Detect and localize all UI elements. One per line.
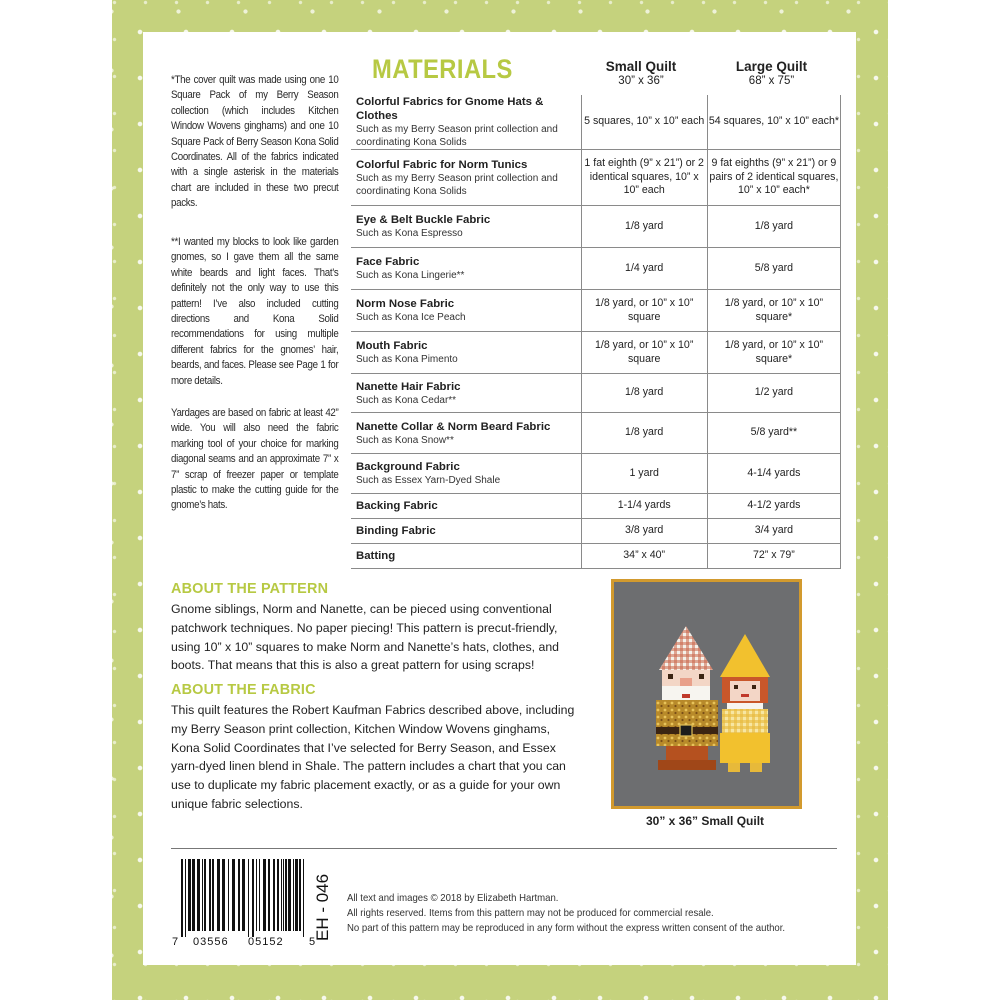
- fabric-suggestion: Such as Kona Ice Peach: [356, 312, 466, 323]
- small-quilt-amount: 3/8 yard: [581, 519, 707, 544]
- barcode-bar: [212, 859, 214, 931]
- fabric-suggestion: Such as Kona Cedar**: [356, 394, 457, 406]
- norm-legs: [666, 746, 708, 760]
- pattern-sku: [301, 869, 341, 944]
- small-quilt-amount: 1/8 yard, or 10” x 10” square: [581, 290, 707, 332]
- large-quilt-amount: 72” x 79”: [707, 544, 840, 569]
- fabric-name: Norm Nose Fabric: [356, 298, 455, 310]
- fabric-cell: [351, 454, 581, 494]
- barcode-bar: [204, 859, 206, 931]
- barcode-bar: [248, 859, 249, 937]
- barcode-bar: [277, 859, 279, 931]
- fabric-cell: [351, 290, 581, 332]
- barcode-bar: [293, 859, 294, 931]
- large-quilt-label: Large Quilt: [735, 59, 808, 74]
- fabric-suggestion: Such as my Berry Season print collection and coordinating Kona Solids: [356, 124, 558, 148]
- small-quilt-amount: 1/8 yard: [581, 206, 707, 248]
- materials-row: [351, 206, 841, 248]
- barcode-bar: [288, 859, 291, 931]
- nanette-gnome: [720, 634, 770, 772]
- small-quilt-amount: 34” x 40”: [581, 544, 707, 569]
- fabric-cell: [351, 374, 581, 413]
- fabric-suggestion: Such as my Berry Season print collection and coordinating Kona Solids: [356, 172, 558, 197]
- barcode-digit-left: 7: [172, 936, 179, 947]
- about-fabric-text: This quilt features the Robert Kaufman Fabrics described above, including my Berry Season print collection, Kitchen Window Wovens ginghams, Kona Solid Coordinates that I’ve selected for Berry Season, and Essex yarn-dyed linen blend in Shale. The pattern includes a chart that you can use to duplicate my fabric placement exactly, or as a guide for your own unique fabric selections.: [171, 703, 575, 811]
- small-quilt-label: Small Quilt: [605, 59, 677, 74]
- fabric-name: Batting: [356, 550, 396, 562]
- sku-code: EH - 046: [313, 873, 332, 941]
- materials-row: [351, 494, 841, 519]
- large-quilt-amount: 4-1/2 yards: [707, 494, 840, 519]
- small-quilt-size: 30” x 36”: [618, 75, 664, 87]
- fabric-cell: [351, 544, 581, 569]
- large-quilt-amount: 4-1/4 yards: [707, 454, 840, 494]
- fabric-suggestion: Such as Kona Espresso: [356, 228, 463, 239]
- barcode-digits-a: 03556: [193, 936, 229, 947]
- fabric-suggestion: Such as Essex Yarn-Dyed Shale: [356, 475, 501, 486]
- fabric-name: Eye & Belt Buckle Fabric: [356, 214, 491, 226]
- fabric-cell: [351, 95, 581, 150]
- fabric-suggestion: Such as Kona Snow**: [356, 434, 454, 446]
- materials-row: [351, 290, 841, 332]
- barcode-bar: [202, 859, 203, 931]
- fabric-cell: [351, 248, 581, 290]
- barcode-digit-right: 5: [309, 936, 316, 947]
- materials-row: [351, 519, 841, 544]
- materials-row: [351, 413, 841, 454]
- small-quilt-amount: 1 yard: [581, 454, 707, 494]
- nanette-hat: [720, 634, 770, 677]
- large-quilt-amount: 1/8 yard, or 10” x 10” square*: [707, 332, 840, 374]
- quilt-photo: [611, 579, 802, 809]
- fabric-name: Colorful Fabric for Norm Tunics: [356, 158, 528, 171]
- fabric-cell: [351, 150, 581, 206]
- barcode-bar: [273, 859, 275, 931]
- fabric-name: Face Fabric: [356, 256, 420, 268]
- norm-boots: [658, 760, 716, 770]
- norm-tunic: [656, 700, 718, 746]
- fabric-cell: [351, 494, 581, 519]
- norm-hat: [659, 626, 713, 670]
- quilt-background: [614, 582, 799, 806]
- reproduction-line: No part of this pattern may be reproduced in any form without the express written consent of the author.: [347, 923, 786, 934]
- footer-divider: [171, 848, 837, 849]
- fabric-name: Backing Fabric: [356, 500, 438, 512]
- rights-line: All rights reserved. Items from this pattern may not be produced for commercial resale.: [347, 908, 714, 919]
- fabric-name: Binding Fabric: [356, 525, 436, 537]
- barcode-bar: [232, 859, 235, 931]
- gnome-quilt-illustration: [614, 582, 799, 806]
- barcode-bar: [197, 859, 200, 931]
- fabric-name: Nanette Collar & Norm Beard Fabric: [356, 420, 551, 433]
- materials-title: MATERIALS: [372, 54, 513, 84]
- barcode-bar: [228, 859, 229, 931]
- materials-row: [351, 374, 841, 413]
- barcode-bar: [209, 859, 211, 931]
- fabric-cell: [351, 206, 581, 248]
- fabric-name: Mouth Fabric: [356, 340, 428, 352]
- large-quilt-amount: 1/2 yard: [707, 374, 840, 413]
- fabric-name: Nanette Hair Fabric: [356, 380, 461, 393]
- fabric-cell: [351, 519, 581, 544]
- barcode-bar: [222, 859, 225, 931]
- barcode-bar: [242, 859, 245, 931]
- materials-row: [351, 150, 841, 206]
- barcode-bar: [259, 859, 260, 931]
- large-quilt-amount: 5/8 yard: [707, 248, 840, 290]
- about-pattern-text: Gnome siblings, Norm and Nanette, can be pieced using conventional patchwork techniques. No paper piecing! This pattern is precut-friendly, using 10” x 10” squares to make Norm and Nanette’s hats, clothes, and boots. That means that this is also a great pattern for using scraps!: [171, 602, 560, 673]
- nanette-skirt: [720, 733, 770, 763]
- barcode-bar: [181, 859, 183, 937]
- fabric-name: Background Fabric: [356, 461, 460, 473]
- materials-row: [351, 248, 841, 290]
- barcode-bar: [263, 859, 266, 931]
- barcode-bar: [188, 859, 191, 931]
- about-pattern-heading: ABOUT THE PATTERN: [171, 581, 329, 597]
- barcode-bar: [217, 859, 220, 931]
- upc-barcode: [169, 857, 319, 947]
- barcode-bar: [192, 859, 195, 931]
- barcode-bar: [256, 859, 257, 931]
- materials-row: [351, 332, 841, 374]
- barcode-bar: [285, 859, 287, 931]
- barcode-bar: [238, 859, 240, 931]
- small-quilt-amount: 1 fat eighth (9” x 21”) or 2 identical squares, 10” x 10” each: [581, 150, 707, 206]
- barcode-bar: [268, 859, 270, 931]
- small-quilt-amount: 1/4 yard: [581, 248, 707, 290]
- large-quilt-amount: 54 squares, 10” x 10” each*: [707, 95, 840, 150]
- small-quilt-amount: 1/8 yard: [581, 413, 707, 454]
- fabric-name: Colorful Fabrics for Gnome Hats & Clothes: [356, 96, 544, 122]
- large-quilt-amount: 3/4 yard: [707, 519, 840, 544]
- small-quilt-header: [578, 59, 704, 87]
- about-fabric-heading: ABOUT THE FABRIC: [171, 682, 316, 698]
- large-quilt-size: 68” x 75”: [748, 75, 795, 87]
- fabric-cell: [351, 413, 581, 454]
- materials-row: [351, 95, 841, 150]
- large-quilt-amount: 1/8 yard, or 10” x 10” square*: [707, 290, 840, 332]
- copyright-line: All text and images © 2018 by Elizabeth Hartman.: [347, 893, 559, 904]
- nanette-dress: [722, 709, 768, 733]
- small-quilt-amount: 1/8 yard: [581, 374, 707, 413]
- quilt-photo-caption: 30” x 36” Small Quilt: [645, 814, 765, 828]
- large-quilt-amount: 1/8 yard: [707, 206, 840, 248]
- small-quilt-amount: 1-1/4 yards: [581, 494, 707, 519]
- intro-cover-quilt-note: *The cover quilt was made using one 10 Square Pack of my Berry Season collection (which includes Kitchen Window Wovens ginghams) and one 10 Square Pack of Berry Season Kona Solid Coordinates. All of the fabrics indicated with a single asterisk in the materials chart are included in these two precut packs.: [171, 74, 339, 210]
- nanette-collar: [727, 703, 763, 709]
- small-quilt-amount: 5 squares, 10” x 10” each: [581, 95, 707, 150]
- barcode-bar: [283, 859, 284, 931]
- barcode-bar: [185, 859, 186, 937]
- large-quilt-amount: 5/8 yard**: [707, 413, 840, 454]
- barcode-bar: [295, 859, 298, 931]
- fabric-suggestion: Such as Kona Pimento: [356, 354, 458, 365]
- materials-table: [351, 95, 841, 569]
- materials-row: [351, 454, 841, 494]
- norm-gnome: [656, 626, 718, 770]
- barcode-bar: [252, 859, 254, 937]
- intro-yardage-note: Yardages are based on fabric at least 42” wide. You will also need the fabric marking tool of your choice for marking diagonal seams and an approximate 7” x 7” scrap of freezer paper or template plastic to make the cutting guide for the gnome’s hats.: [171, 407, 339, 512]
- barcode-bar: [281, 859, 282, 931]
- large-quilt-amount: 9 fat eighths (9” x 21”) or 9 pairs of 2 identical squares, 10” x 10” each*: [707, 150, 840, 206]
- large-quilt-header: [705, 59, 838, 87]
- intro-gnome-faces-note: **I wanted my blocks to look like garden gnomes, so I gave them all the same white beards and light faces. That’s definitely not the only way to use this pattern! I’ve also included cutting directions and Kona Solid recommendations for using multiple different fabrics for the gnomes’ hair, beards, and faces. Please see Page 1 for more details.: [171, 236, 339, 387]
- materials-row: [351, 544, 841, 569]
- small-quilt-amount: 1/8 yard, or 10” x 10” square: [581, 332, 707, 374]
- nanette-face: [730, 681, 760, 701]
- fabric-cell: [351, 332, 581, 374]
- fabric-suggestion: Such as Kona Lingerie**: [356, 270, 465, 281]
- barcode-digits-b: 05152: [248, 936, 284, 947]
